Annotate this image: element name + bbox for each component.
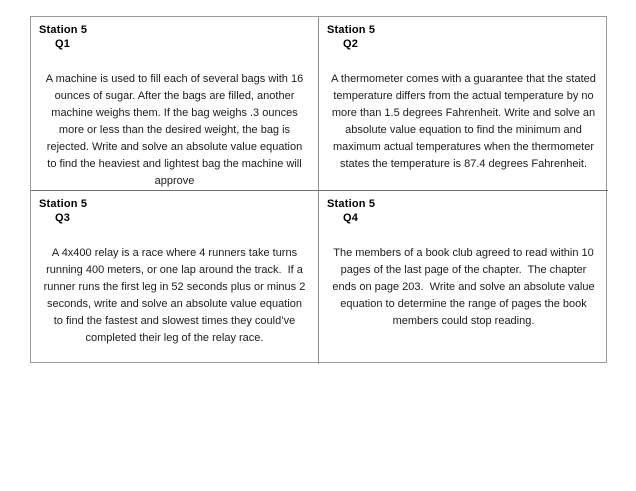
question-number: Q3 xyxy=(55,212,71,224)
station-heading: Station 5 xyxy=(39,198,88,210)
question-text: The members of a book club agreed to read within 10 pages of the last page of the chapter. The chapter ends on page 203. Write and solve an absolute value equation to determine the range of pages the book members could stop reading. xyxy=(332,247,598,327)
question-number: Q2 xyxy=(343,38,359,50)
question-card-q2 xyxy=(319,17,608,191)
question-card-q4 xyxy=(319,191,608,364)
question-card-q3 xyxy=(31,191,319,364)
station-heading: Station 5 xyxy=(39,24,88,36)
question-text: A machine is used to fill each of several bags with 16 ounces of sugar. After the bags are filled, another machine weighs them. If the bag weighs .3 ounces more or less than the desired weight, the bag is rejected. Write and solve an absolute value equation to find the heaviest and lightest bag the machine will approve xyxy=(45,73,307,187)
question-number: Q4 xyxy=(343,212,359,224)
station-heading: Station 5 xyxy=(327,198,376,210)
station-heading: Station 5 xyxy=(327,24,376,36)
question-card-q1 xyxy=(31,17,319,191)
question-text: A 4x400 relay is a race where 4 runners take turns running 400 meters, or one lap around the track. If a runner runs the first leg in 52 seconds plus or minus 2 seconds, write and solve an absolute value equation to find the fastest and slowest times they could’ve completed their leg of the relay race. xyxy=(43,247,309,344)
question-grid xyxy=(30,16,607,363)
question-text: A thermometer comes with a guarantee that the stated temperature differs from the actual temperature by no more than 1.5 degrees Fahrenheit. Write and solve an absolute value equation to find the minimum and maximum actual temperatures when the thermometer states the temperature is 87.4 degrees Fahrenheit. xyxy=(331,73,599,170)
question-number: Q1 xyxy=(55,38,71,50)
